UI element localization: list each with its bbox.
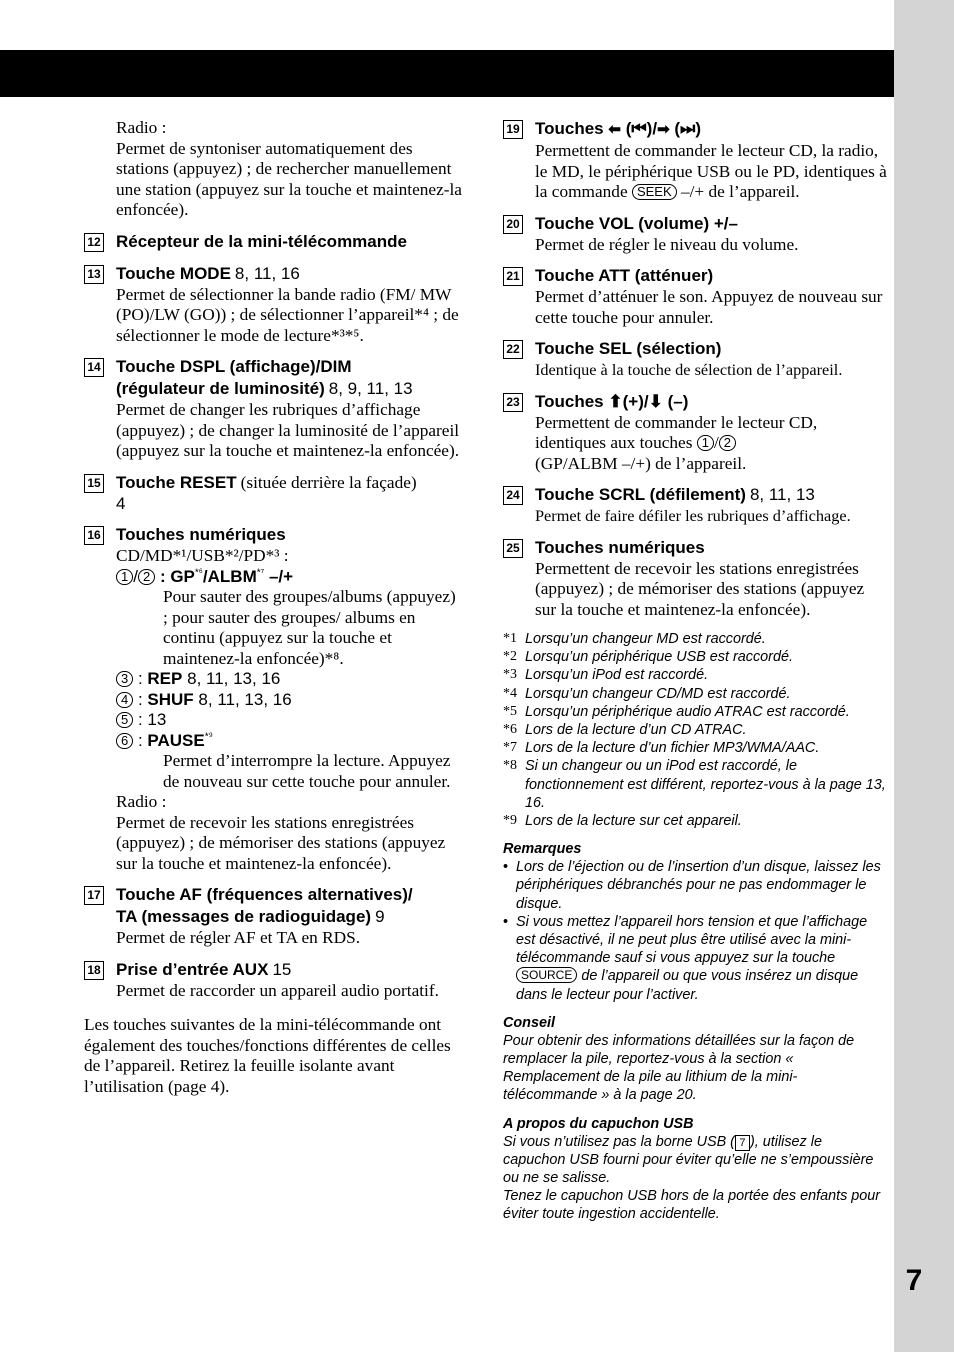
- item-number: 13: [84, 265, 104, 284]
- item-description: Permet de raccorder un appareil audio portatif.: [116, 980, 439, 1000]
- pause-description: Permet d’interrompre la lecture. Appuyez de nouveau sur cette touche pour annuler.: [163, 751, 451, 791]
- radio-label: Radio :: [116, 118, 167, 137]
- item-page: 4: [116, 493, 126, 513]
- item-number: 16: [84, 526, 104, 545]
- key-5-page: 13: [147, 710, 167, 729]
- remarque-1: [503, 858, 887, 913]
- item-number: 20: [503, 215, 523, 234]
- bullet: •: [503, 913, 509, 930]
- item-title: Touche VOL (volume) +/–: [535, 213, 738, 233]
- item-title: Touches: [535, 391, 604, 411]
- title-part: )/: [646, 119, 658, 138]
- sources-line: CD/MD*¹/USB*²/PD*³ :: [116, 546, 289, 565]
- footnote: [503, 812, 887, 830]
- footnote-text: Lorsqu’un changeur CD/MD est raccordé.: [525, 685, 791, 702]
- arrow-down-icon: ⬇: [648, 391, 663, 411]
- pause-label: PAUSE: [147, 730, 205, 750]
- gp-description: Pour sauter des groupes/albums (appuyez) ; pour sauter des groupes/ albums en continu (appuyez sur la touche et maintenez-la enfoncée)*⁸.: [163, 587, 456, 668]
- item-16: 16 Touches numériques CD/MD*¹/USB*²/PD*³ : 1 / 2 : $GP^{*^6}/ALBM^{*^7}$ –/+ Pour sauter des groupes/albums (appuyez) ; pour sauter des groupes/ albums en continu (appuyez sur la touche et maintenez-la enfoncée)*⁸. 3 : REP 8, 11, 13, 16 4 : SHUF 8, 11, 13, 16 5 : 13 6 : $PAUSE^{*^9}$ Permet d’interrompre la lecture. Appuyez de nouveau sur cette touche pour annuler. Radio : Permet de recevoir les stations enregistrées (appuyez) ; de mémoriser des stations (appuyez sur la touche et maintenez-la enfoncée).: [84, 524, 464, 874]
- radio-description: Permet de syntoniser automatiquement des stations (appuyez) ; de rechercher manuellement une station (appuyez sur la touche et maintenez-la enfoncée).: [116, 138, 462, 219]
- item-pages: 8, 11, 13: [749, 485, 815, 504]
- footnote-ref: *⁷: [256, 566, 265, 578]
- footnote-ref: *⁶: [194, 566, 203, 578]
- item-description: Permet de sélectionner la bande radio (FM/ MW (PO)/LW (GO)) ; de sélectionner l’appareil*⁴ ; de sélectionner le mode de lecture*³*⁵.: [116, 284, 459, 345]
- item-24: [503, 484, 887, 527]
- item-title-line2: (régulateur de luminosité): [116, 379, 325, 398]
- footnotes: [503, 630, 887, 830]
- item-23: 23 Touches ⬆(+)/⬇ (–) Permettent de commander le lecteur CD, identiques aux touches 1 / 2 (GP/ALBM –/+) de l’appareil.: [503, 391, 887, 475]
- key-5: 5: [116, 712, 133, 728]
- item-number: 15: [84, 474, 104, 493]
- item-title: Touche SEL (sélection): [535, 339, 722, 358]
- item-note: (située derrière la façade): [240, 472, 417, 492]
- remarque-2: [503, 913, 887, 1004]
- key-1: 1: [116, 569, 133, 585]
- title-part: (–): [667, 391, 689, 411]
- item-number: 17: [84, 886, 104, 905]
- footnote: [503, 721, 887, 739]
- item-number: 14: [84, 358, 104, 377]
- item-description: Permet de régler AF et TA en RDS.: [116, 928, 361, 947]
- item-description: Permet de changer les rubriques d’affichage (appuyez) ; de changer la luminosité de l’appareil (appuyez sur la touche et maintenez-la enfoncée).: [116, 400, 460, 460]
- item-description: Permet de faire défiler les rubriques d’affichage.: [535, 506, 851, 525]
- footnote-mark: *5: [503, 703, 517, 719]
- item-18: [84, 959, 464, 1002]
- item-description: Permettent de commander le lecteur CD, la radio, le MD, le périphérique USB ou le PD, identiques à la commande: [535, 141, 887, 201]
- remarque-text-end: de l’appareil ou que vous insérez un disque dans le lecteur pour l’activer.: [516, 968, 859, 1003]
- footnote: [503, 739, 887, 757]
- item-description: Permettent de commander le lecteur CD, identiques aux touches: [535, 412, 818, 452]
- page-number: 7: [905, 1264, 923, 1297]
- footnote-ref: *⁹: [204, 730, 213, 742]
- footnote: [503, 630, 887, 648]
- key-2: 2: [138, 569, 155, 585]
- gp-label: : GP: [159, 566, 195, 586]
- item-number: 24: [503, 486, 523, 505]
- albm-label: /ALBM: [202, 566, 257, 586]
- closing-paragraph: Les touches suivantes de la mini-télécommande ont également des touches/fonctions différentes de celles de l’appareil. Retirez la feuille isolante avant l’utilisation (page 4).: [84, 1015, 451, 1096]
- key-6: 6: [116, 733, 133, 749]
- bullet: •: [503, 859, 509, 876]
- usb-title: A propos du capuchon USB: [503, 1115, 694, 1132]
- item-title: Touche AF (fréquences alternatives)/: [116, 885, 413, 904]
- item-15: [84, 472, 464, 515]
- conseil-text: Pour obtenir des informations détaillées sur la façon de remplacer la pile, reportez-vous à la section « Remplacement de la pile au lithium de la mini-télécommande » à la page 20.: [503, 1032, 855, 1104]
- footnote-mark: *4: [503, 685, 517, 701]
- key-4: 4: [116, 692, 133, 708]
- item-description: Permet de régler le niveau du volume.: [535, 234, 799, 254]
- radio-description: Permet de recevoir les stations enregistrées (appuyez) ; de mémoriser des stations (appuyez sur la touche et maintenez-la enfoncée).: [116, 812, 446, 873]
- previous-track-icon: ⏮: [631, 119, 647, 138]
- usb-terminal-number: 7: [735, 1135, 750, 1151]
- item-20: [503, 213, 887, 256]
- page-side-tab: [894, 0, 954, 1352]
- footnote-text: Lors de la lecture d’un CD ATRAC.: [525, 722, 747, 739]
- footnote: [503, 666, 887, 684]
- item-25: [503, 537, 887, 621]
- conseil-title: Conseil: [503, 1014, 555, 1031]
- item-title: Touche MODE: [116, 263, 231, 283]
- shuf-label: SHUF: [147, 689, 194, 709]
- item-title: Prise d’entrée AUX: [116, 959, 269, 979]
- radio-label: Radio :: [116, 792, 167, 811]
- next-track-icon: ⏭: [680, 119, 696, 138]
- item-number: 12: [84, 233, 104, 252]
- item-number: 19: [503, 120, 523, 139]
- item-title: Touche ATT (atténuer): [535, 266, 714, 285]
- remarque-text: Si vous mettez l’appareil hors tension et que l’affichage est désactivé, il ne peut plus être utilisé avec la mini-télécommande sauf si vous appuyez sur la touche: [516, 913, 868, 967]
- footnote: [503, 685, 887, 703]
- usb-text: [503, 1133, 887, 1188]
- item-12: [84, 231, 464, 253]
- item-title: Touche RESET: [116, 472, 237, 492]
- footnote-text: Si un changeur ou un iPod est raccordé, le fonctionnement est différent, reportez-vous à la page 13, 16.: [525, 758, 886, 811]
- footnote-text: Lors de la lecture sur cet appareil.: [525, 813, 742, 830]
- footnote: [503, 757, 887, 812]
- item-description: Identique à la touche de sélection de l’appareil.: [535, 360, 843, 379]
- footnote-text: Lorsqu’un périphérique audio ATRAC est raccordé.: [525, 703, 850, 720]
- footnote-mark: *6: [503, 722, 517, 738]
- item-description-end: –/+ de l’appareil.: [680, 182, 800, 201]
- item-19: [503, 118, 887, 203]
- item-number: 18: [84, 961, 104, 980]
- radio-section: [84, 118, 464, 221]
- title-part: (: [625, 119, 632, 138]
- source-key: SOURCE: [516, 967, 577, 983]
- item-number: 25: [503, 539, 523, 558]
- remarques-title: Remarques: [503, 841, 582, 858]
- footnote-mark: *2: [503, 649, 517, 665]
- footnote: [503, 703, 887, 721]
- item-title: Touches numériques: [535, 537, 705, 557]
- item-number: 22: [503, 340, 523, 359]
- rep-pages: 8, 11, 13, 16: [187, 669, 281, 688]
- key-3: 3: [116, 671, 133, 687]
- item-pages: 9: [375, 907, 385, 926]
- remarque-text: Lors de l’éjection ou de l’insertion d’un disque, laissez les périphériques débranchés pour ne pas endommager le disque.: [516, 859, 881, 912]
- item-title-line2: TA (messages de radioguidage): [116, 907, 372, 926]
- title-part: (+)/: [622, 391, 649, 411]
- item-title: Touche DSPL (affichage)/DIM: [116, 357, 352, 376]
- arrow-left-icon: ⬅: [608, 121, 621, 138]
- usb-text-c: Tenez le capuchon USB hors de la portée des enfants pour éviter toute ingestion accidentelle.: [503, 1188, 881, 1223]
- item-title: Récepteur de la mini-télécommande: [116, 231, 407, 251]
- footnote: [503, 648, 887, 666]
- item-number: 21: [503, 267, 523, 286]
- footnote-text: Lorsqu’un iPod est raccordé.: [525, 667, 709, 684]
- footnote-text: Lorsqu’un changeur MD est raccordé.: [525, 631, 766, 647]
- item-description: Permet d’atténuer le son. Appuyez de nouveau sur cette touche pour annuler.: [535, 287, 883, 327]
- seek-key: SEEK: [632, 184, 677, 200]
- shuf-pages: 8, 11, 13, 16: [198, 689, 292, 709]
- item-17: [84, 884, 464, 949]
- right-column: [503, 118, 887, 1224]
- item-pages: 15: [272, 959, 292, 979]
- usb-text-a: Si vous n’utilisez pas la borne USB (: [503, 1133, 735, 1150]
- item-title: Touches numériques: [116, 525, 286, 544]
- footnote-mark: *3: [503, 667, 517, 683]
- arrow-up-icon: ⬆: [608, 391, 623, 411]
- item-21: [503, 265, 887, 328]
- item-title: Touche SCRL (défilement): [535, 485, 746, 504]
- key-2: 2: [719, 435, 736, 451]
- footnote-text: Lors de la lecture d’un fichier MP3/WMA/AAC.: [525, 740, 820, 757]
- footnote-mark: *7: [503, 740, 517, 756]
- left-column: [84, 118, 464, 1097]
- footnote-mark: *8: [503, 758, 517, 774]
- rep-label: REP: [147, 669, 183, 688]
- item-title: Touches: [535, 119, 604, 138]
- usb-text-b: ), utilisez le capuchon USB fourni pour éviter qu’elle ne s’empoussière ou ne se salisse.: [503, 1133, 874, 1187]
- footnote-text: Lorsqu’un périphérique USB est raccordé.: [525, 649, 793, 666]
- title-part: ): [695, 119, 702, 138]
- item-description: Permettent de recevoir les stations enregistrées (appuyez) ; de mémoriser des stations (appuyez sur la touche et maintenez-la enfoncée).: [535, 558, 865, 619]
- header-bar: [0, 50, 894, 97]
- item-14: [84, 356, 464, 462]
- item-13: [84, 263, 464, 347]
- item-22: [503, 338, 887, 381]
- arrow-right-icon: ➡: [657, 121, 670, 138]
- item-number: 23: [503, 393, 523, 412]
- footnote-mark: *1: [503, 631, 517, 646]
- title-part: (: [674, 119, 681, 138]
- item-pages: 8, 11, 16: [234, 263, 300, 283]
- footnote-mark: *9: [503, 813, 517, 829]
- plus-minus: –/+: [264, 566, 294, 586]
- item-pages: 8, 9, 11, 13: [328, 379, 413, 398]
- item-description-end: (GP/ALBM –/+) de l’appareil.: [535, 453, 747, 473]
- key-1: 1: [697, 435, 714, 451]
